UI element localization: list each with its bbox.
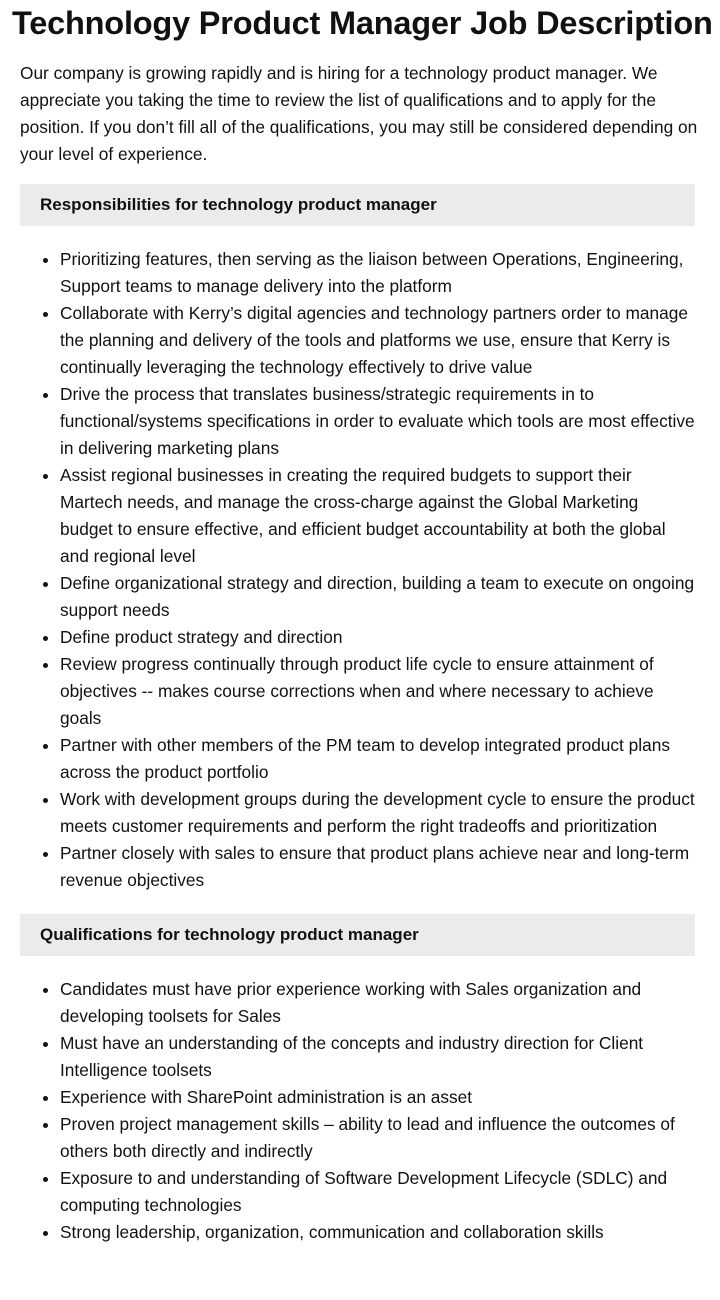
- list-item: • Review progress continually through product life cycle to ensure attainment of objectives -- makes course corrections when and where necessary to achieve goals: [60, 651, 695, 732]
- list-item: • Partner closely with sales to ensure that product plans achieve near and long-term revenue objectives: [60, 840, 695, 894]
- qualifications-list: [20, 976, 695, 1246]
- page-title: Technology Product Manager Job Description: [12, 5, 713, 41]
- list-item: • Prioritizing features, then serving as the liaison between Operations, Engineering, Support teams to manage delivery into the platform: [60, 246, 695, 300]
- responsibilities-heading: Responsibilities for technology product manager: [20, 184, 695, 226]
- list-item: • Assist regional businesses in creating the required budgets to support their Martech needs, and manage the cross-charge against the Global Marketing budget to ensure effective, and efficient budget accountability at both the global and regional level: [60, 462, 695, 570]
- list-item: • Strong leadership, organization, communication and collaboration skills: [60, 1219, 695, 1246]
- list-item: • Partner with other members of the PM team to develop integrated product plans across the product portfolio: [60, 732, 695, 786]
- list-item: • Exposure to and understanding of Software Development Lifecycle (SDLC) and computing technologies: [60, 1165, 695, 1219]
- intro-paragraph: Our company is growing rapidly and is hiring for a technology product manager. We appreciate you taking the time to review the list of qualifications and to apply for the position. If you don’t fill all of the qualifications, you may still be considered depending on your level of experience.: [20, 63, 698, 164]
- list-item: • Drive the process that translates business/strategic requirements in to functional/systems specifications in order to evaluate which tools are most effective in delivering marketing plans: [60, 381, 695, 462]
- responsibilities-list: [20, 246, 695, 894]
- list-item: • Define product strategy and direction: [60, 624, 695, 651]
- list-item: • Experience with SharePoint administration is an asset: [60, 1084, 695, 1111]
- list-item: • Collaborate with Kerry’s digital agencies and technology partners order to manage the planning and delivery of the tools and platforms we use, ensure that Kerry is continually leveraging the technology effectively to drive value: [60, 300, 695, 381]
- list-item: • Proven project management skills – ability to lead and influence the outcomes of others both directly and indirectly: [60, 1111, 695, 1165]
- list-item: • Define organizational strategy and direction, building a team to execute on ongoing support needs: [60, 570, 695, 624]
- qualifications-heading: Qualifications for technology product manager: [20, 914, 695, 956]
- list-item: • Work with development groups during the development cycle to ensure the product meets customer requirements and perform the right tradeoffs and prioritization: [60, 786, 695, 840]
- list-item: • Must have an understanding of the concepts and industry direction for Client Intelligence toolsets: [60, 1030, 695, 1084]
- list-item: • Candidates must have prior experience working with Sales organization and developing toolsets for Sales: [60, 976, 695, 1030]
